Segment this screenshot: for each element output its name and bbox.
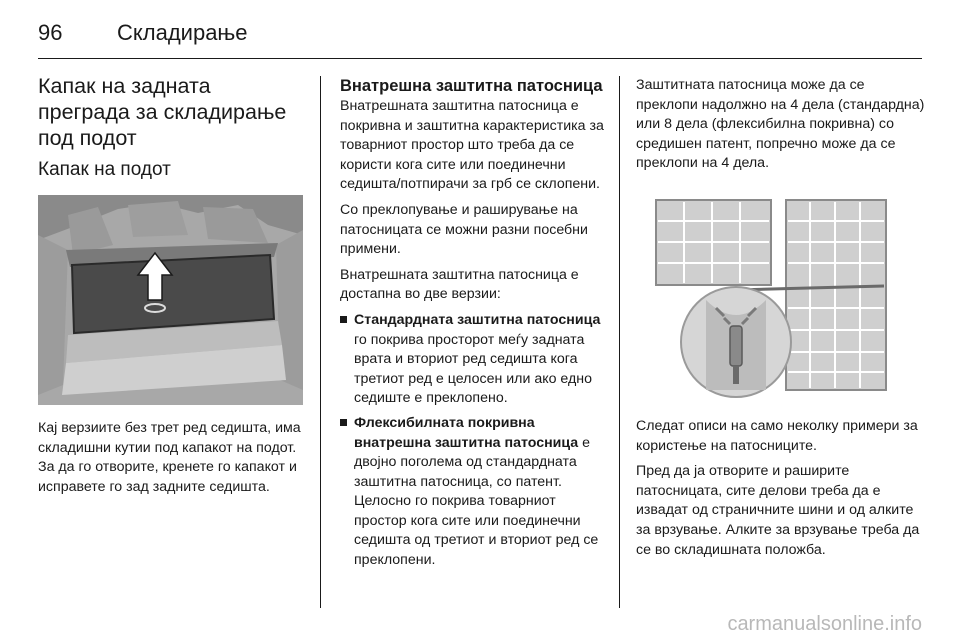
subheading: Капак на подот — [38, 159, 171, 180]
bullet-icon — [340, 419, 347, 426]
body-text: Кај верзиите без трет ред седишта, има складишни кутии под капакот на подот. За да го отворите, кренете го капакот и исправете го зад задните седишта. — [38, 420, 301, 495]
body-text: Пред да ја отворите и раширите патосницата, сите делови треба да е извадат од страничните шини и од алките за врзување. Алките за врзување треба да се во складишната положба. — [636, 463, 920, 558]
bullet-list — [340, 311, 604, 571]
list-item-text: е двојно поголема од стандардната заштитна патосница, со патент. Целосно го покрива товарниот простор кога сите или поединечни седишта од третиот и вториот ред се преклопени. — [354, 434, 599, 569]
column-2 — [340, 76, 604, 571]
section-title: Складирање — [117, 20, 248, 45]
bullet-icon — [340, 316, 347, 323]
header-rule — [38, 58, 922, 59]
list-item-text: го покрива просторот меѓу задната врата и вториот ред седишта кога третиот ред е целосен или ако едно седиште е преклопено. — [354, 331, 592, 407]
body-text: Следат описи на само неколку примери за користење на патосниците. — [636, 417, 918, 454]
list-item — [340, 414, 604, 571]
column-divider — [619, 76, 620, 608]
body-text: Заштитната патосница може да се преклопи надолжно на 4 дела (стандардна) или 8 дела (флексибилна покривна) со средишен патент, попречно може да се преклопи на 4 дела. — [636, 77, 925, 172]
body-text: Внатрешната заштитна патосница е достапна во две верзии: — [340, 266, 579, 303]
zipper-mat-illustration — [636, 190, 906, 405]
column-1 — [38, 73, 303, 497]
list-item-term: Стандардната заштитна патосница — [354, 311, 601, 328]
list-item — [340, 311, 604, 409]
watermark: carmanualsonline.info — [727, 613, 922, 635]
chapter-heading: Капак на задната преграда за складирање под подот — [38, 74, 287, 150]
page-number: 96 — [38, 20, 63, 45]
column-3 — [636, 76, 926, 560]
body-text: Со преклопување и раширување на патосницата се можни разни посебни примени. — [340, 201, 588, 258]
body-text: Внатрешната заштитна патосница е покривна и заштитна карактеристика за товарниот простор што треба да се користи кога сите или поединечни седишта/потпирачи за грб се склопени. — [340, 98, 604, 193]
section-heading: Внатрешна заштитна патосница — [340, 77, 603, 95]
trunk-floor-cover-illustration — [38, 195, 303, 405]
list-item-term: Флексибилната покривна внатрешна заштитна патосница — [354, 414, 579, 451]
column-divider — [320, 76, 321, 608]
